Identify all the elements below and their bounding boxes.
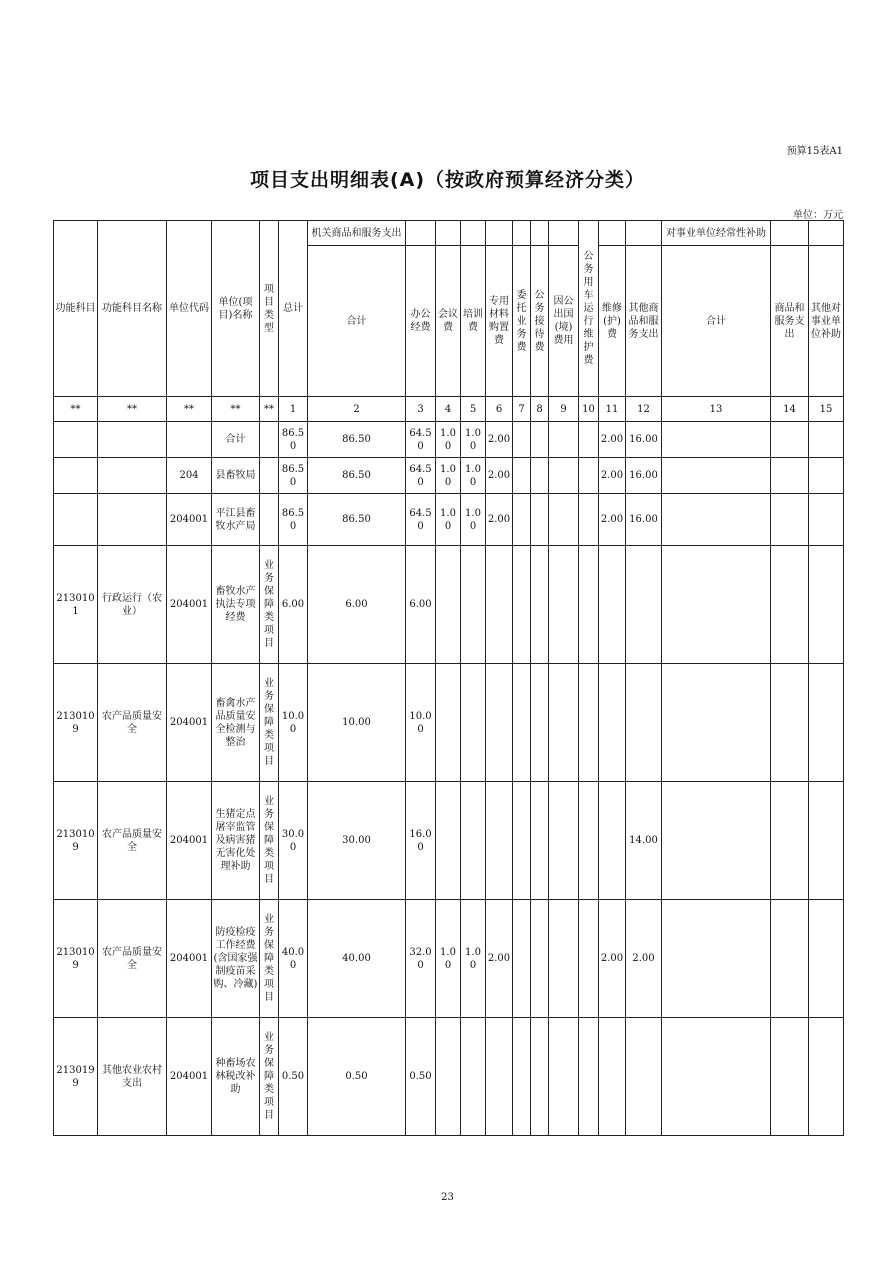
cell-unit-name: 畜牧水产执法专项经费 xyxy=(212,546,260,664)
col-header-repair: 维修(护)费 xyxy=(599,246,626,397)
cell-unit-code xyxy=(167,422,212,458)
cell-repair: 2.00 xyxy=(599,494,626,546)
index-cell: ** xyxy=(167,397,212,422)
table-row xyxy=(54,664,844,782)
cell-unit-code: 204001 xyxy=(167,546,212,664)
index-cell: 12 xyxy=(626,397,662,422)
cell-reception xyxy=(531,546,549,664)
cell-subtotal: 86.50 xyxy=(308,494,406,546)
group-header-blank xyxy=(531,221,549,246)
cell-func-code: 2130109 xyxy=(54,782,98,900)
table-row xyxy=(54,546,844,664)
index-cell: 3 xyxy=(406,397,436,422)
cell-total: 86.50 xyxy=(279,422,308,458)
cell-abroad xyxy=(549,664,579,782)
cell-func-name xyxy=(98,494,167,546)
cell-unit-code: 204001 xyxy=(167,782,212,900)
cell-subsidy-goods xyxy=(771,900,809,1018)
cell-vehicle xyxy=(579,782,599,900)
cell-subsidy-goods xyxy=(771,664,809,782)
cell-entrusted xyxy=(513,782,531,900)
cell-abroad xyxy=(549,458,579,494)
cell-func-code: 2130109 xyxy=(54,900,98,1018)
cell-subtotal: 86.50 xyxy=(308,422,406,458)
cell-subsidy-goods xyxy=(771,422,809,458)
cell-abroad xyxy=(549,1018,579,1136)
group-header-blank xyxy=(406,221,436,246)
group-header-blank xyxy=(549,221,579,246)
cell-office: 64.50 xyxy=(406,458,436,494)
cell-subsidy-total xyxy=(662,1018,771,1136)
page-number: 23 xyxy=(441,1192,454,1203)
cell-repair xyxy=(599,782,626,900)
cell-subsidy-goods xyxy=(771,458,809,494)
cell-total: 86.50 xyxy=(279,494,308,546)
table-row xyxy=(54,1018,844,1136)
cell-unit-name: 防疫检疫工作经费(含国家强制疫苗采购、冷藏) xyxy=(212,900,260,1018)
cell-materials: 2.00 xyxy=(486,422,513,458)
index-cell: 8 xyxy=(531,397,549,422)
cell-func-name: 行政运行（农业） xyxy=(98,546,167,664)
cell-vehicle xyxy=(579,546,599,664)
cell-vehicle xyxy=(579,1018,599,1136)
cell-meeting: 1.00 xyxy=(436,458,461,494)
group-header-blank xyxy=(513,221,531,246)
group-header-subsidy: 对事业单位经常性补助 xyxy=(662,221,771,246)
cell-subsidy-goods xyxy=(771,782,809,900)
cell-entrusted xyxy=(513,422,531,458)
cell-func-code xyxy=(54,494,98,546)
index-cell: 4 xyxy=(436,397,461,422)
cell-other-goods: 16.00 xyxy=(626,494,662,546)
col-header-other-goods: 其他商品和服务支出 xyxy=(626,246,662,397)
cell-other-goods: 16.00 xyxy=(626,422,662,458)
cell-training xyxy=(461,782,486,900)
col-header-func-code: 功能科目 xyxy=(54,221,98,397)
cell-reception xyxy=(531,422,549,458)
table-row xyxy=(54,782,844,900)
cell-meeting: 1.00 xyxy=(436,494,461,546)
col-header-training: 培训费 xyxy=(461,246,486,397)
cell-func-name: 农产品质量安全 xyxy=(98,664,167,782)
cell-subsidy-goods xyxy=(771,546,809,664)
cell-subsidy-other xyxy=(809,422,844,458)
cell-materials xyxy=(486,1018,513,1136)
cell-project-type: 业务保障类项目 xyxy=(260,664,279,782)
cell-training: 1.00 xyxy=(461,422,486,458)
col-header-reception: 公务接待费 xyxy=(531,246,549,397)
cell-repair xyxy=(599,546,626,664)
group-header-blank xyxy=(436,221,461,246)
cell-other-goods: 14.00 xyxy=(626,782,662,900)
cell-subtotal: 0.50 xyxy=(308,1018,406,1136)
cell-meeting xyxy=(436,1018,461,1136)
cell-subsidy-other xyxy=(809,900,844,1018)
cell-meeting xyxy=(436,664,461,782)
group-header-blank xyxy=(626,221,662,246)
cell-func-code xyxy=(54,422,98,458)
col-header-project-type: 项目类型 xyxy=(260,221,279,397)
cell-subsidy-other xyxy=(809,782,844,900)
cell-office: 16.00 xyxy=(406,782,436,900)
cell-office: 0.50 xyxy=(406,1018,436,1136)
cell-abroad xyxy=(549,782,579,900)
col-header-subsidy-other: 其他对事业单位补助 xyxy=(809,246,844,397)
cell-unit-name: 种畜场农林税改补助 xyxy=(212,1018,260,1136)
cell-total: 10.00 xyxy=(279,664,308,782)
index-cell: ** xyxy=(98,397,167,422)
cell-reception xyxy=(531,664,549,782)
cell-total: 6.00 xyxy=(279,546,308,664)
cell-meeting: 1.00 xyxy=(436,900,461,1018)
cell-entrusted xyxy=(513,546,531,664)
cell-reception xyxy=(531,1018,549,1136)
cell-subsidy-total xyxy=(662,664,771,782)
cell-project-type: 业务保障类项目 xyxy=(260,900,279,1018)
cell-unit-name: 生猪定点屠宰监管及病害猪无害化处理补助 xyxy=(212,782,260,900)
index-cell: ** xyxy=(260,397,279,422)
cell-repair: 2.00 xyxy=(599,422,626,458)
cell-vehicle xyxy=(579,900,599,1018)
cell-subsidy-goods xyxy=(771,494,809,546)
index-cell: 13 xyxy=(662,397,771,422)
cell-abroad xyxy=(549,546,579,664)
cell-total: 40.00 xyxy=(279,900,308,1018)
group-header-blank xyxy=(771,221,809,246)
cell-project-type: 业务保障类项目 xyxy=(260,1018,279,1136)
cell-materials: 2.00 xyxy=(486,458,513,494)
cell-entrusted xyxy=(513,1018,531,1136)
cell-meeting xyxy=(436,782,461,900)
cell-subsidy-other xyxy=(809,664,844,782)
cell-abroad xyxy=(549,422,579,458)
cell-entrusted xyxy=(513,900,531,1018)
cell-repair xyxy=(599,664,626,782)
cell-subsidy-other xyxy=(809,494,844,546)
index-cell: ** xyxy=(212,397,260,422)
cell-func-name: 其他农业农村支出 xyxy=(98,1018,167,1136)
index-cell: 15 xyxy=(809,397,844,422)
index-cell: 9 xyxy=(549,397,579,422)
cell-entrusted xyxy=(513,458,531,494)
cell-repair: 2.00 xyxy=(599,900,626,1018)
cell-subtotal: 86.50 xyxy=(308,458,406,494)
cell-project-type xyxy=(260,458,279,494)
cell-training xyxy=(461,1018,486,1136)
form-number: 预算15表A1 xyxy=(786,146,843,157)
cell-office: 10.00 xyxy=(406,664,436,782)
cell-office: 32.00 xyxy=(406,900,436,1018)
cell-project-type xyxy=(260,494,279,546)
cell-office: 6.00 xyxy=(406,546,436,664)
cell-reception xyxy=(531,494,549,546)
page-title: 项目支出明细表(A)（按政府预算经济分类） xyxy=(249,169,646,191)
cell-vehicle xyxy=(579,422,599,458)
cell-func-code xyxy=(54,458,98,494)
cell-subsidy-other xyxy=(809,1018,844,1136)
cell-unit-code: 204001 xyxy=(167,494,212,546)
expense-table xyxy=(53,220,844,1136)
cell-func-name xyxy=(98,458,167,494)
cell-office: 64.50 xyxy=(406,422,436,458)
index-cell: 2 xyxy=(308,397,406,422)
cell-func-name: 农产品质量安全 xyxy=(98,900,167,1018)
cell-training xyxy=(461,664,486,782)
index-cell: 5 xyxy=(461,397,486,422)
index-cell: 1 xyxy=(279,397,308,422)
cell-materials: 2.00 xyxy=(486,900,513,1018)
cell-subtotal: 30.00 xyxy=(308,782,406,900)
cell-total: 30.00 xyxy=(279,782,308,900)
cell-func-code: 2130199 xyxy=(54,1018,98,1136)
cell-materials xyxy=(486,664,513,782)
col-header-entrusted: 委托业务费 xyxy=(513,246,531,397)
cell-subtotal: 6.00 xyxy=(308,546,406,664)
cell-training: 1.00 xyxy=(461,900,486,1018)
group-header-blank xyxy=(809,221,844,246)
cell-subtotal: 40.00 xyxy=(308,900,406,1018)
cell-subtotal: 10.00 xyxy=(308,664,406,782)
cell-repair: 2.00 xyxy=(599,458,626,494)
unit-label: 单位：万元 xyxy=(793,210,843,221)
cell-training xyxy=(461,546,486,664)
cell-func-code: 2130101 xyxy=(54,546,98,664)
cell-subsidy-total xyxy=(662,900,771,1018)
header-row-group xyxy=(54,221,844,246)
cell-total: 0.50 xyxy=(279,1018,308,1136)
index-row xyxy=(54,397,844,422)
col-header-vehicle: 公务用车运行维护费 xyxy=(579,221,599,397)
col-header-materials: 专用材料购置费 xyxy=(486,246,513,397)
cell-subsidy-total xyxy=(662,422,771,458)
col-header-abroad: 因公出国(境)费用 xyxy=(549,246,579,397)
group-header-government: 机关商品和服务支出 xyxy=(308,221,406,246)
col-header-subsidy-goods: 商品和服务支出 xyxy=(771,246,809,397)
index-cell: 10 xyxy=(579,397,599,422)
cell-func-name xyxy=(98,422,167,458)
col-header-unit-name: 单位(项目)名称 xyxy=(212,221,260,397)
cell-subsidy-total xyxy=(662,546,771,664)
cell-entrusted xyxy=(513,664,531,782)
index-cell: ** xyxy=(54,397,98,422)
group-header-blank xyxy=(486,221,513,246)
cell-unit-code: 204001 xyxy=(167,1018,212,1136)
cell-unit-code: 204 xyxy=(167,458,212,494)
cell-func-code: 2130109 xyxy=(54,664,98,782)
table-row xyxy=(54,900,844,1018)
cell-unit-name: 平江县畜牧水产局 xyxy=(212,494,260,546)
col-header-total: 总计 xyxy=(279,221,308,397)
cell-meeting xyxy=(436,546,461,664)
cell-subsidy-total xyxy=(662,494,771,546)
col-header-meeting: 会议费 xyxy=(436,246,461,397)
col-header-subtotal: 合计 xyxy=(308,246,406,397)
cell-meeting: 1.00 xyxy=(436,422,461,458)
col-header-func-name: 功能科目名称 xyxy=(98,221,167,397)
cell-func-name: 农产品质量安全 xyxy=(98,782,167,900)
cell-reception xyxy=(531,458,549,494)
index-cell: 6 xyxy=(486,397,513,422)
cell-materials: 2.00 xyxy=(486,494,513,546)
group-header-blank xyxy=(599,221,626,246)
cell-abroad xyxy=(549,900,579,1018)
cell-subsidy-other xyxy=(809,458,844,494)
cell-other-goods: 2.00 xyxy=(626,900,662,1018)
cell-subsidy-total xyxy=(662,458,771,494)
cell-other-goods: 16.00 xyxy=(626,458,662,494)
cell-abroad xyxy=(549,494,579,546)
cell-reception xyxy=(531,900,549,1018)
index-cell: 11 xyxy=(599,397,626,422)
cell-unit-name: 合计 xyxy=(212,422,260,458)
col-header-subsidy-total: 合计 xyxy=(662,246,771,397)
cell-unit-name: 县畜牧局 xyxy=(212,458,260,494)
index-cell: 14 xyxy=(771,397,809,422)
cell-project-type xyxy=(260,422,279,458)
cell-other-goods xyxy=(626,1018,662,1136)
cell-other-goods xyxy=(626,546,662,664)
cell-unit-name: 畜禽水产品质量安全检测与整治 xyxy=(212,664,260,782)
cell-training: 1.00 xyxy=(461,458,486,494)
col-header-unit-code: 单位代码 xyxy=(167,221,212,397)
cell-unit-code: 204001 xyxy=(167,900,212,1018)
cell-vehicle xyxy=(579,664,599,782)
table-row xyxy=(54,422,844,458)
cell-vehicle xyxy=(579,494,599,546)
cell-subsidy-total xyxy=(662,782,771,900)
cell-total: 86.50 xyxy=(279,458,308,494)
cell-project-type: 业务保障类项目 xyxy=(260,782,279,900)
index-cell: 7 xyxy=(513,397,531,422)
cell-other-goods xyxy=(626,664,662,782)
col-header-office: 办公经费 xyxy=(406,246,436,397)
cell-repair xyxy=(599,1018,626,1136)
cell-subsidy-other xyxy=(809,546,844,664)
cell-subsidy-goods xyxy=(771,1018,809,1136)
cell-vehicle xyxy=(579,458,599,494)
cell-unit-code: 204001 xyxy=(167,664,212,782)
cell-entrusted xyxy=(513,494,531,546)
cell-training: 1.00 xyxy=(461,494,486,546)
cell-project-type: 业务保障类项目 xyxy=(260,546,279,664)
cell-office: 64.50 xyxy=(406,494,436,546)
group-header-blank xyxy=(461,221,486,246)
table-row xyxy=(54,494,844,546)
cell-materials xyxy=(486,782,513,900)
cell-materials xyxy=(486,546,513,664)
cell-reception xyxy=(531,782,549,900)
table-row xyxy=(54,458,844,494)
